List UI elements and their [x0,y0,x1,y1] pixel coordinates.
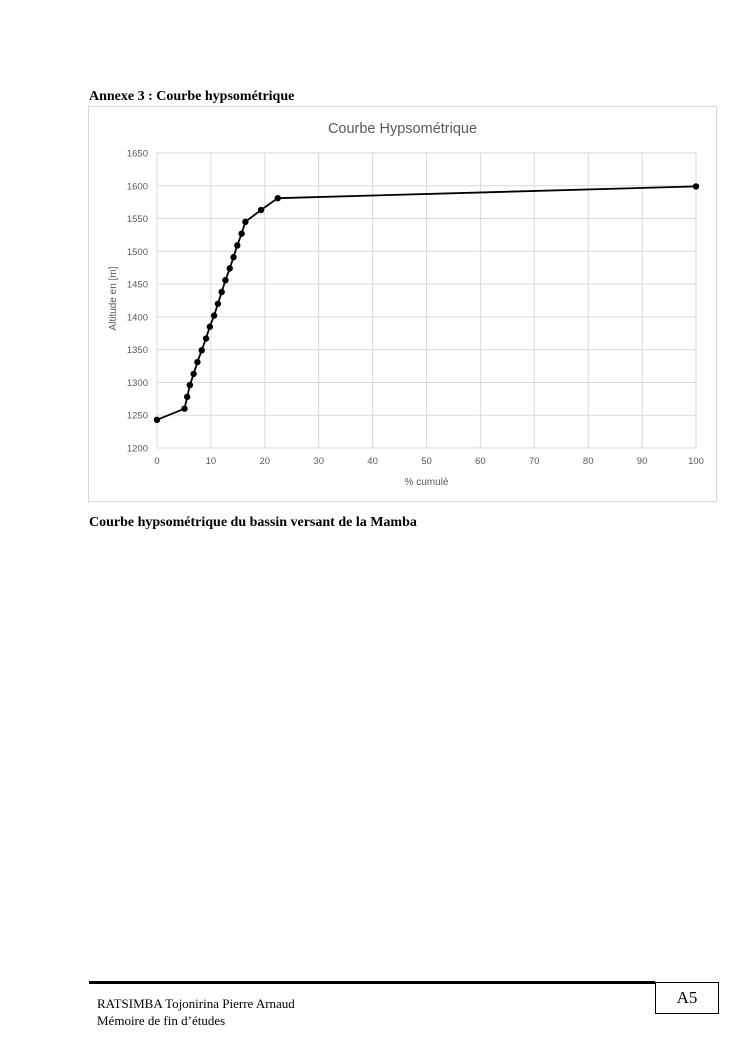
data-point [184,394,190,400]
x-tick-label: 10 [205,456,217,467]
data-point [207,324,213,330]
x-tick-label: 90 [636,456,648,467]
y-tick-label: 1400 [126,312,148,324]
data-point [203,335,209,341]
x-tick-label: 40 [367,456,378,467]
annex-heading: Annexe 3 : Courbe hypsométrique [89,89,295,104]
chart-title: Courbe Hypsométrique [327,121,478,137]
y-tick-label: 1550 [126,214,148,226]
data-point [194,359,200,365]
data-point [238,230,244,236]
y-axis-label: Altitude en [m] [108,266,119,331]
figure-caption: Courbe hypsométrique du bassin versant de la Mamba [89,515,417,530]
data-point [211,312,217,318]
data-point [242,219,248,225]
data-point [275,195,281,201]
data-point [218,289,224,295]
data-point [181,405,187,411]
data-point [227,265,233,271]
data-point [215,301,221,307]
y-tick-label: 1250 [126,410,148,422]
y-tick-label: 1600 [126,181,148,193]
data-point [693,183,699,189]
data-point [154,417,160,423]
page-number: A5 [655,982,719,1014]
x-axis-label: % cumulé [404,477,449,488]
y-tick-label: 1300 [126,377,148,389]
data-point [222,277,228,283]
y-tick-label: 1350 [126,345,148,357]
x-tick-label: 60 [475,456,486,467]
data-point [258,207,264,213]
data-point [199,347,205,353]
y-tick-label: 1650 [126,148,148,160]
y-tick-label: 1200 [126,443,148,455]
data-point [234,242,240,248]
y-tick-label: 1500 [126,246,148,258]
hypsometric-chart [89,107,718,503]
footer-author: RATSIMBA Tojonirina Pierre Arnaud [97,996,295,1011]
footer-subtitle: Mémoire de fin d’études [97,1013,226,1028]
data-point [187,382,193,388]
x-tick-label: 30 [313,456,324,467]
x-tick-label: 0 [154,456,160,467]
x-tick-label: 20 [259,456,271,467]
x-tick-label: 80 [582,456,594,467]
data-point [190,371,196,377]
x-tick-label: 100 [688,456,704,467]
chart-frame [88,106,717,502]
footer-rule [89,981,655,984]
x-tick-label: 70 [529,456,540,467]
x-tick-label: 50 [421,456,432,467]
y-tick-label: 1450 [126,279,148,291]
data-point [230,254,236,260]
